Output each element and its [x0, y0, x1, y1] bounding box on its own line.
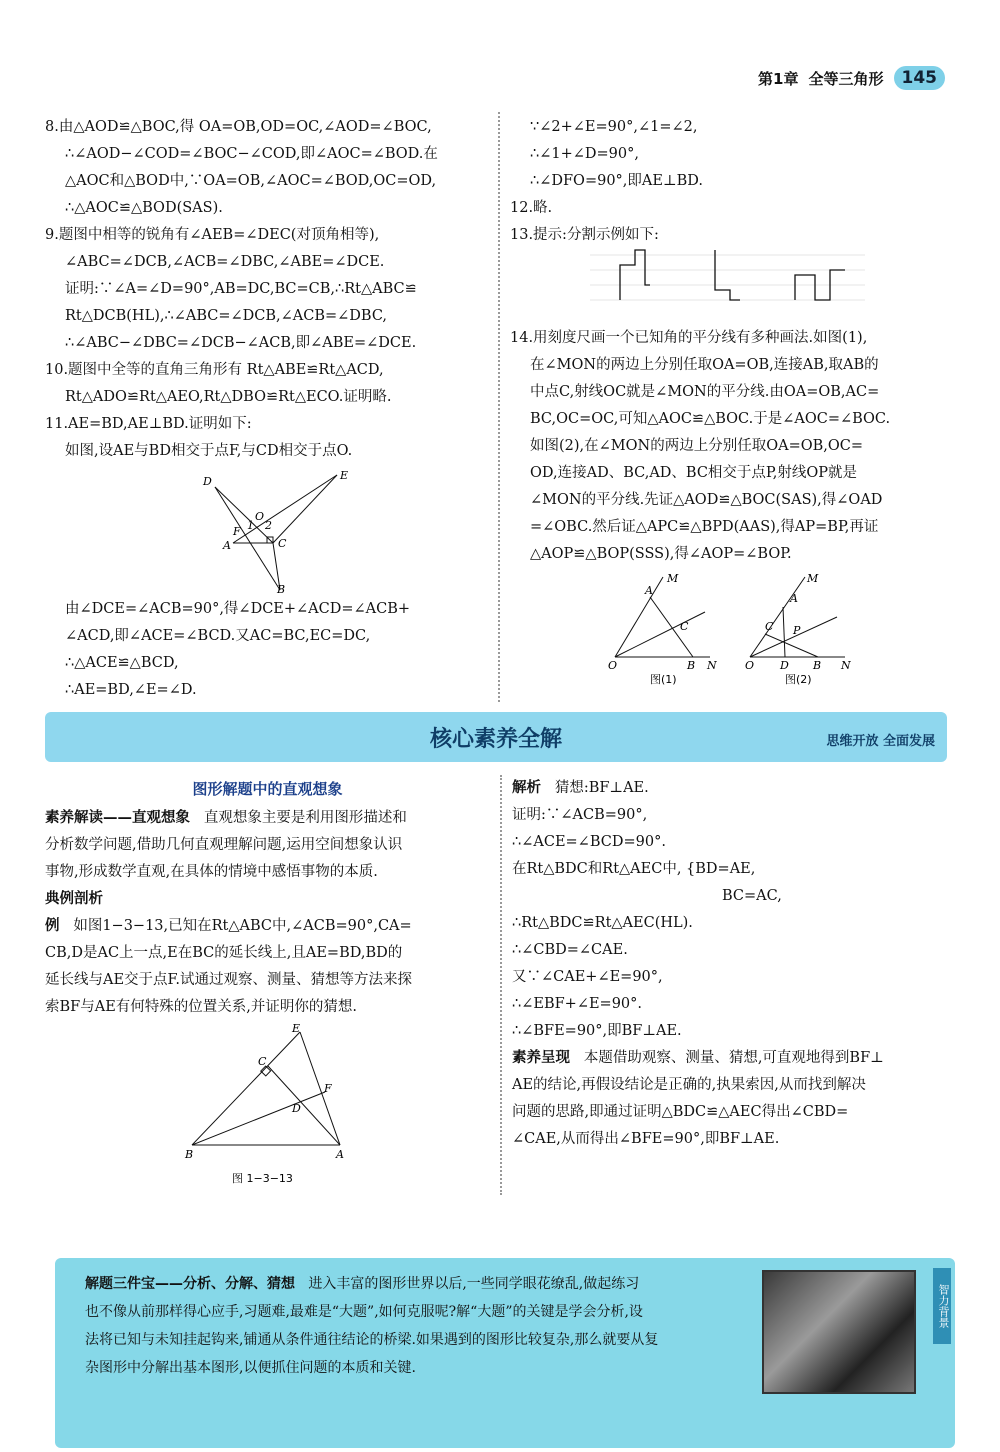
svg-text:E: E — [340, 469, 349, 482]
literacy-label: 素养解读——直观想象 — [45, 810, 190, 826]
literacy-explanation — [45, 805, 490, 1021]
answer-line: ∴∠AOD−∠COD=∠BOC−∠COD,即∠AOC=∠BOD.在 — [65, 146, 438, 162]
svg-text:D: D — [203, 475, 212, 488]
presentation-line: ∠CAE,从而得出∠BFE=90°,即BF⊥AE. — [512, 1131, 780, 1147]
answer-line: 如图(2),在∠MON的两边上分别任取OA=OB,OC= — [530, 438, 864, 454]
solution-line: ∴∠BFE=90°,即BF⊥AE. — [512, 1023, 682, 1039]
svg-text:M: M — [807, 572, 819, 585]
tip-line: 杂图形中分解出基本图形,以便抓住问题的本质和关键. — [85, 1360, 416, 1376]
answer-line: Rt△ADO≌Rt△AEO,Rt△DBO≌Rt△ECO.证明略. — [65, 389, 392, 405]
solution-line: 证明:∵∠ACB=90°, — [512, 807, 648, 823]
answer-line: 12.略. — [510, 200, 553, 216]
tip-line: 进入丰富的图形世界以后,一些同学眼花缭乱,做起练习 — [308, 1276, 640, 1292]
partition-diagram — [590, 245, 865, 310]
presentation-line: AE的结论,再假设结论是正确的,执果索因,从而找到解决 — [512, 1077, 866, 1093]
right-column-answers — [510, 114, 955, 249]
svg-text:C: C — [680, 620, 689, 633]
svg-text:C: C — [278, 537, 287, 550]
svg-text:B: B — [185, 1148, 194, 1161]
answer-line: OD,连接AD、BC,AD、BC相交于点P,射线OP就是 — [530, 465, 857, 481]
svg-text:C: C — [258, 1055, 267, 1068]
answer-line: Rt△DCB(HL),∴∠ABC=∠DCB,∠ACB=∠DBC, — [65, 308, 388, 324]
column-divider-bottom — [500, 775, 502, 1195]
left-column-answers — [45, 114, 490, 465]
svg-text:B: B — [687, 659, 696, 672]
example-line: 如图1−3−13,已知在Rt△ABC中,∠ACB=90°,CA= — [73, 918, 412, 934]
answer-line: ∴△AOC≌△BOD(SAS). — [65, 200, 223, 216]
answer-line: ∠MON的平分线.先证△AOD≌△BOC(SAS),得∠OAD — [530, 492, 883, 508]
fig2-caption: 图(2) — [785, 673, 812, 686]
solution-line: 猜想:BF⊥AE. — [554, 780, 649, 796]
answer-line: 在∠MON的两边上分别任取OA=OB,连接AB,取AB的 — [530, 357, 879, 373]
fig1-caption: 图(1) — [650, 673, 677, 686]
svg-text:1: 1 — [247, 519, 254, 532]
answer-line: 13.提示:分割示例如下: — [510, 227, 659, 243]
answer-line: 8.由△AOD≌△BOC,得 OA=OB,OD=OC,∠AOD=∠BOC, — [45, 119, 432, 135]
section-banner — [45, 712, 947, 762]
svg-text:D: D — [780, 659, 789, 672]
page-number: 145 — [894, 66, 946, 90]
para-line: 事物,形成数学直观,在具体的情境中感悟事物的本质. — [45, 864, 378, 880]
para-line: 分析数学问题,借助几何直观理解问题,运用空间想象认识 — [45, 837, 403, 853]
tip-line: 法将已知与未知挂起钩来,铺通从条件通往结论的桥梁.如果遇到的图形比较复杂,那么就要从复 — [85, 1332, 659, 1348]
answer-line: ∴AE=BD,∠E=∠D. — [65, 682, 197, 698]
solution-line: ∴∠EBF+∠E=90°. — [512, 996, 643, 1012]
answer-line: ∵∠2+∠E=90°,∠1=∠2, — [530, 119, 698, 135]
svg-text:B: B — [277, 583, 286, 596]
answer-line: ∠ABC=∠DCB,∠ACB=∠DBC,∠ABE=∠DCE. — [65, 254, 385, 270]
q14-answer — [510, 325, 955, 568]
svg-text:A: A — [645, 584, 653, 597]
solution-line: 又∵∠CAE+∠E=90°, — [512, 969, 663, 985]
column-divider — [498, 112, 500, 702]
answer-line: =∠OBC.然后证△APC≌△BPD(AAS),得AP=BP,再证 — [530, 519, 879, 535]
analysis-label: 解析 — [512, 780, 541, 796]
page-header — [758, 66, 945, 90]
svg-text:2: 2 — [265, 519, 272, 532]
tip-box — [55, 1258, 955, 1448]
svg-text:D: D — [292, 1102, 301, 1115]
bisector-figures — [605, 572, 855, 687]
svg-text:O: O — [255, 510, 265, 523]
chapter-number: 第1章 — [758, 69, 799, 88]
presentation-label: 素养呈现 — [512, 1050, 570, 1066]
svg-text:F: F — [324, 1082, 332, 1095]
banner-subtitle: 思维开放 全面发展 — [826, 734, 935, 749]
tip-line: 也不像从前那样得心应手,习题难,最难是“大题”,如何克服呢?解“大题”的关键是学会分析,设 — [85, 1304, 643, 1320]
answer-line: △AOP≌△BOP(SSS),得∠AOP=∠BOP. — [530, 546, 792, 562]
svg-text:O: O — [745, 659, 755, 672]
solution-line: 在Rt△BDC和Rt△AEC中, {BD=AE, — [512, 861, 756, 877]
example-line: 索BF与AE有何特殊的位置关系,并证明你的猜想. — [45, 999, 357, 1015]
example-line: CB,D是AC上一点,E在BC的延长线上,且AE=BD,BD的 — [45, 945, 403, 961]
svg-text:O: O — [608, 659, 618, 672]
answer-line: ∴∠1+∠D=90°, — [530, 146, 639, 162]
svg-text:A: A — [223, 539, 231, 552]
answer-line: ∠ACD,即∠ACE=∠BCD.又AC=BC,EC=DC, — [65, 628, 371, 644]
answer-line: 中点C,射线OC就是∠MON的平分线.由OA=OB,AC= — [530, 384, 880, 400]
svg-text:N: N — [707, 659, 717, 672]
svg-text:E: E — [292, 1022, 301, 1035]
svg-text:A: A — [336, 1148, 344, 1161]
q11-figure — [195, 465, 365, 600]
chapter-title: 全等三角形 — [808, 69, 884, 88]
solution-line: ∴∠CBD=∠CAE. — [512, 942, 628, 958]
answer-line: 证明:∵∠A=∠D=90°,AB=DC,BC=CB,∴Rt△ABC≌ — [65, 281, 417, 297]
banner-title: 核心素养全解 — [429, 727, 562, 752]
tip-text — [85, 1270, 765, 1382]
para-line: 直观想象主要是利用图形描述和 — [203, 810, 407, 826]
side-tag: 智力背景 — [933, 1268, 951, 1344]
svg-text:F: F — [233, 525, 241, 538]
section-title: 图形解题中的直观想象 — [192, 780, 343, 798]
answer-line: 如图,设AE与BD相交于点F,与CD相交于点O. — [65, 443, 353, 459]
answer-line: 10.题图中全等的直角三角形有 Rt△ABE≌Rt△ACD, — [45, 362, 384, 378]
answer-line: △AOC和△BOD中,∵OA=OB,∠AOC=∠BOD,OC=OD, — [65, 173, 437, 189]
answer-line: ∴∠DFO=90°,即AE⊥BD. — [530, 173, 703, 189]
solution-line: ∴∠ACE=∠BCD=90°. — [512, 834, 666, 850]
figure-1-3-13 — [180, 1020, 355, 1190]
answer-line: 由∠DCE=∠ACB=90°,得∠DCE+∠ACD=∠ACB+ — [65, 601, 411, 617]
left-column-proof — [45, 596, 490, 704]
svg-text:A: A — [790, 592, 798, 605]
svg-text:M: M — [667, 572, 679, 585]
example-heading: 典例剖析 — [45, 891, 103, 907]
answer-line: BC,OC=OC,可知△AOC≌△BOC.于是∠AOC=∠BOC. — [530, 411, 891, 427]
presentation-line: 问题的思路,即通过证明△BDC≌△AEC得出∠CBD= — [512, 1104, 849, 1120]
svg-text:B: B — [813, 659, 822, 672]
answer-line: 14.用刻度尺画一个已知角的平分线有多种画法.如图(1), — [510, 330, 868, 346]
answer-line: ∴∠ABC−∠DBC=∠DCB−∠ACB,即∠ABE=∠DCE. — [65, 335, 417, 351]
answer-line: ∴△ACE≌△BCD, — [65, 655, 179, 671]
answer-line: 11.AE=BD,AE⊥BD.证明如下: — [45, 416, 252, 432]
presentation-line: 本题借助观察、测量、猜想,可直观地得到BF⊥ — [583, 1050, 884, 1066]
fig13-caption: 图 1−3−13 — [232, 1172, 293, 1185]
answer-line: 9.题图中相等的锐角有∠AEB=∠DEC(对顶角相等), — [45, 227, 380, 243]
example-line: 延长线与AE交于点F.试通过观察、测量、猜想等方法来探 — [45, 972, 412, 988]
svg-text:N: N — [841, 659, 851, 672]
example-label: 例 — [45, 918, 60, 934]
solution-analysis — [512, 775, 957, 1153]
svg-text:C: C — [765, 620, 774, 633]
tip-title: 解题三件宝——分析、分解、猜想 — [85, 1276, 295, 1292]
solution-line: BC=AC, — [722, 888, 782, 904]
svg-text:P: P — [793, 624, 801, 637]
students-photo — [762, 1270, 916, 1394]
solution-line: ∴Rt△BDC≌Rt△AEC(HL). — [512, 915, 693, 931]
